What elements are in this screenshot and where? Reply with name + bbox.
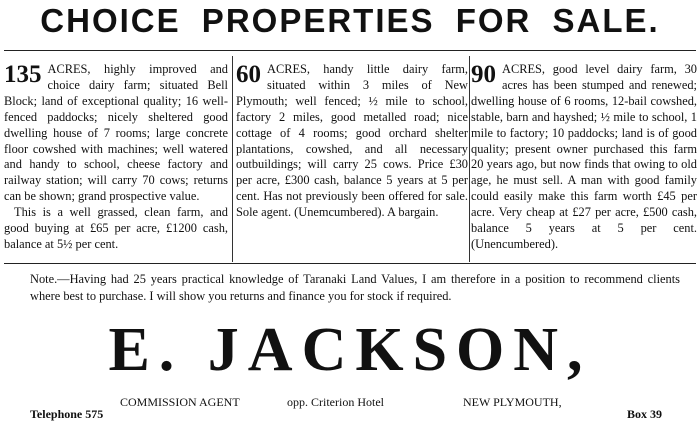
- footer: [0, 393, 700, 421]
- listing-acres-number: 60: [236, 62, 261, 88]
- headline: CHOICE PROPERTIES FOR SALE.: [40, 2, 660, 39]
- listing-description: ACRES, good level dairy farm, 30 acres has been stumped and renewed; dwelling house of 6 rooms, 12-bail cowshed, stable, barn and hayshed; ½ mile to school, 1 mile to factory; 10 paddocks; land is of good quality; present owner purchased this farm 20 years ago, but now finds that owing to old age, he must sell. A man with good family could easily make this farm worth £45 per acre. Very cheap at £27 per acre, £500 cash, balance 5 years at 5 per cent. (Unencumbered).: [471, 62, 697, 251]
- listing-acres-number: 135: [4, 62, 42, 88]
- agent-name: E. JACKSON,: [108, 316, 592, 384]
- telephone: Telephone 575: [30, 407, 104, 421]
- listing-price-note: This is a well grassed, clean farm, and good buying at £65 per acre, £1200 cash, balance at 5½ per cent.: [4, 205, 228, 251]
- agent-title: COMMISSION AGENT: [120, 395, 240, 409]
- agent-town: NEW PLYMOUTH,: [463, 395, 562, 409]
- listing-description: ACRES, highly improved and choice dairy farm; situated Bell Block; land of exceptional quality; 16 well-fenced paddocks; nicely sheltered good dwelling house of 7 rooms; large concrete floor cowshed with machines; well watered and handy to school, cheese factory and railway station; will carry 70 cows; returns can be shown; grand prospective value.: [4, 62, 228, 204]
- top-rule: [4, 50, 696, 51]
- agent-note: Note.—Having had 25 years practical knowledge of Taranaki Land Values, I am therefore in a position to recommend clients where best to purchase. I will show you returns and finance you for stock if required.: [30, 272, 680, 303]
- listing-acres-number: 90: [471, 62, 496, 88]
- listing-90-acres: [471, 62, 697, 258]
- column-divider: [232, 56, 233, 262]
- listing-135-acres: [4, 62, 228, 258]
- listing-description: ACRES, handy little dairy farm, situated within 3 miles of New Plymouth; well fenced; ½ mile to school, factory 2 miles, good metalled road; nice cottage of 4 rooms; good orchard shelter plantations, cowshed, and all necessary outbuildings; will carry 25 cows. Price £30 per acre, £300 cash, balance 5 years at 5 per cent. Has not previously been offered for sale. Sole agent. (Unemcumbered). A bargain.: [236, 62, 468, 220]
- post-box: Box 39: [627, 407, 663, 421]
- agent-address: opp. Criterion Hotel: [287, 395, 384, 409]
- bottom-rule: [4, 263, 696, 264]
- listing-60-acres: [236, 62, 468, 258]
- column-divider: [469, 56, 470, 262]
